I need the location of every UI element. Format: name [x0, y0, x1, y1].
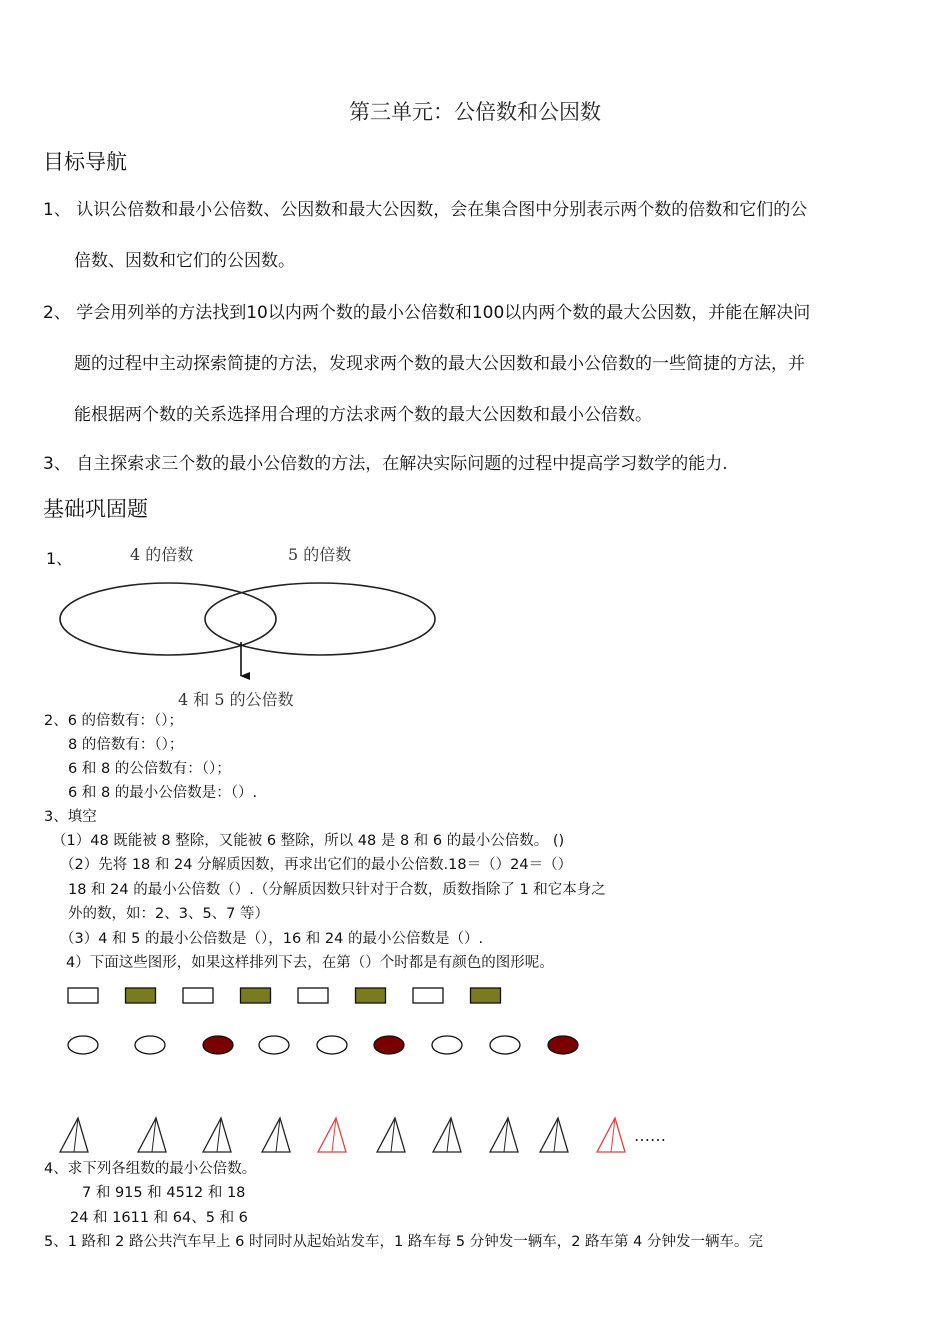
goal-2-line-1: 2、 学会用列举的方法找到10以内两个数的最小公倍数和100以内两个数的最大公因数，并能在解决问 — [43, 303, 811, 323]
section-heading-goals: 目标导航 — [43, 150, 127, 174]
ellipse-row — [68, 1036, 578, 1054]
pattern-rect-empty — [68, 988, 98, 1003]
q2-line-4: 6 和 8 的最小公倍数是：（）. — [68, 785, 258, 801]
pattern-rect-filled — [126, 988, 156, 1003]
q4-heading: 4、求下列各组数的最小公倍数。 — [44, 1161, 257, 1177]
venn-right-label: 5 的倍数 — [288, 545, 352, 564]
pattern-rect-empty — [183, 988, 213, 1003]
q2-line-3: 6 和 8 的公倍数有：（）； — [68, 761, 231, 777]
pattern-triangle-red — [318, 1118, 346, 1152]
q2-line-1: 2、6 的倍数有：（）； — [44, 713, 184, 729]
q3-heading: 3、填空 — [44, 809, 97, 825]
pattern-ellipse-empty — [490, 1036, 520, 1054]
pattern-ellipse-empty — [135, 1036, 165, 1054]
q1-number: 1、 — [46, 549, 73, 568]
pattern-triangle-black — [60, 1118, 88, 1152]
pattern-triangle-black — [138, 1118, 166, 1152]
pattern-ellipse-empty — [259, 1036, 289, 1054]
pattern-triangle-black — [377, 1118, 405, 1152]
triangle-ellipsis: …… — [634, 1126, 666, 1145]
venn-left-ellipse — [60, 583, 276, 655]
goal-2-line-2: 题的过程中主动探索简捷的方法，发现求两个数的最大公因数和最小公倍数的一些简捷的方法，并 — [74, 354, 805, 374]
rect-row — [68, 988, 501, 1003]
pattern-rect-empty — [298, 988, 328, 1003]
pattern-ellipse-filled — [203, 1036, 233, 1054]
q2-line-2: 8 的倍数有：（）； — [68, 737, 184, 753]
pattern-triangle-black — [203, 1118, 231, 1152]
pattern-triangle-black — [433, 1118, 461, 1152]
pattern-triangle-black — [262, 1118, 290, 1152]
triangle-row — [60, 1118, 625, 1152]
q5-line-1: 5、1 路和 2 路公共汽车早上 6 时同时从起始站发车，1 路车每 5 分钟发一辆车，2 路车第 4 分钟发一辆车。完 — [44, 1234, 763, 1250]
pattern-rect-filled — [241, 988, 271, 1003]
q4-row-1: 7 和 915 和 4512 和 18 — [82, 1185, 246, 1201]
goal-1-line-1: 1、 认识公倍数和最小公倍数、公因数和最大公因数，会在集合图中分别表示两个数的倍数和它们的公 — [43, 200, 808, 220]
q3-part-2: （2）先将 18 和 24 分解质因数，再求出它们的最小公倍数.18＝（）24＝（） — [60, 857, 573, 873]
goal-2-line-3: 能根据两个数的关系选择用合理的方法求两个数的最大公因数和最小公倍数。 — [74, 405, 652, 425]
page-title: 第三单元：公倍数和公因数 — [349, 100, 601, 124]
pattern-triangle-black — [540, 1118, 568, 1152]
pattern-rect-filled — [356, 988, 386, 1003]
pattern-ellipse-empty — [432, 1036, 462, 1054]
venn-left-label: 4 的倍数 — [130, 545, 194, 564]
section-heading-basic: 基础巩固题 — [43, 497, 148, 521]
q3-part-4: 4）下面这些图形，如果这样排列下去，在第（）个时都是有颜色的图形呢。 — [66, 955, 554, 971]
pattern-ellipse-filled — [374, 1036, 404, 1054]
q3-part-1: （1）48 既能被 8 整除，又能被 6 整除，所以 48 是 8 和 6 的最小公倍数。 () — [52, 833, 565, 849]
pattern-rect-empty — [413, 988, 443, 1003]
q4-row-2: 24 和 1611 和 64、5 和 6 — [70, 1210, 248, 1226]
pattern-rect-filled — [471, 988, 501, 1003]
pattern-ellipse-empty — [68, 1036, 98, 1054]
venn-bottom-label: 4 和 5 的公倍数 — [178, 690, 294, 709]
goal-1-line-2: 倍数、因数和它们的公因数。 — [74, 251, 295, 271]
pattern-ellipse-empty — [317, 1036, 347, 1054]
venn-right-ellipse — [205, 583, 435, 655]
pattern-triangle-black — [490, 1118, 518, 1152]
goal-3: 3、 自主探索求三个数的最小公倍数的方法，在解决实际问题的过程中提高学习数学的能力. — [43, 454, 728, 474]
q3-part-2-line-3: 外的数，如：2、3、5、7 等） — [68, 906, 270, 922]
pattern-triangle-red — [597, 1118, 625, 1152]
q3-part-3: （3）4 和 5 的最小公倍数是（），16 和 24 的最小公倍数是（）. — [60, 931, 484, 947]
q3-part-2-line-2: 18 和 24 的最小公倍数（）.（分解质因数只针对于合数，质数指除了 1 和它本身之 — [68, 882, 606, 898]
pattern-ellipse-filled — [548, 1036, 578, 1054]
